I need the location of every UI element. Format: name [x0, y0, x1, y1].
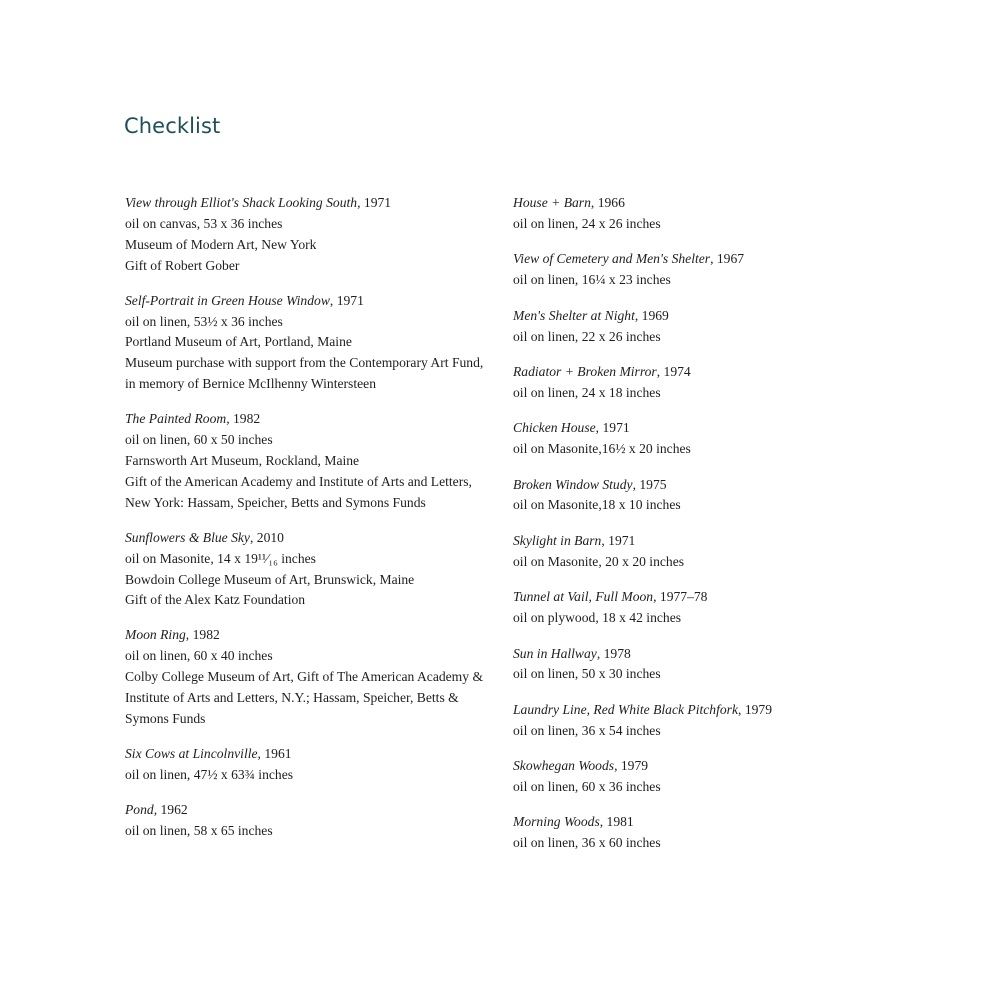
artwork-title-line — [125, 409, 485, 430]
artwork-entry — [513, 644, 833, 686]
artwork-title: Morning Woods — [513, 814, 600, 830]
artwork-entry — [513, 756, 833, 798]
artwork-entry — [513, 531, 833, 573]
artwork-entry — [513, 249, 833, 291]
artwork-title: Laundry Line, Red White Black Pitchfork — [513, 701, 739, 717]
artwork-year: , 1966 — [590, 195, 625, 210]
artwork-collection: Farnsworth Art Museum, Rockland, Maine — [125, 452, 360, 468]
artwork-year: , 1977–78 — [653, 589, 708, 605]
artwork-entry — [125, 528, 485, 612]
artwork-title-line — [125, 800, 485, 821]
artwork-title-line — [513, 475, 833, 496]
artwork-year: , 1981 — [599, 814, 634, 830]
artwork-credit: Museum purchase with support from the Contemporary Art Fund, in memory of Bernice McIlhenny Wintersteen — [125, 355, 484, 392]
artwork-entry — [125, 625, 485, 730]
artwork-year: , 1974 — [656, 363, 691, 379]
artwork-entry — [513, 475, 833, 517]
artwork-entry — [513, 193, 833, 235]
artwork-title: Radiator + Broken Mirror — [513, 363, 657, 379]
artwork-year: , 1962 — [153, 801, 188, 817]
artwork-title-line — [125, 193, 485, 214]
artwork-title: Chicken House — [513, 420, 596, 436]
artwork-medium: oil on linen, 36 x 60 inches — [513, 835, 661, 851]
artwork-entry — [125, 744, 485, 786]
artwork-medium: oil on linen, 47½ x 63¾ inches — [125, 766, 294, 782]
artwork-title: Moon Ring — [125, 627, 186, 643]
artwork-title-line — [513, 362, 833, 383]
artwork-title: House + Barn — [513, 195, 591, 210]
artwork-medium: oil on Masonite,16½ x 20 inches — [513, 441, 691, 457]
artwork-year: , 1961 — [257, 745, 292, 761]
artwork-year: , 1967 — [710, 251, 745, 267]
artwork-year: , 2010 — [249, 529, 284, 545]
artwork-title: Pond — [125, 801, 154, 817]
artwork-year: , 1979 — [738, 701, 772, 717]
artwork-year: , 1971 — [595, 420, 630, 436]
checklist-right-column — [513, 193, 833, 869]
artwork-medium: oil on linen, 60 x 50 inches — [125, 432, 273, 448]
artwork-title: Broken Window Study — [513, 476, 633, 492]
artwork-title: Men's Shelter at Night — [513, 307, 635, 323]
artwork-title-line — [513, 756, 833, 777]
artwork-year: 1971 — [360, 195, 392, 210]
artwork-title: View through Elliot's Shack Looking South, — [125, 195, 361, 210]
artwork-title: Self-Portrait in Green House Window — [125, 292, 330, 308]
artwork-year: , 1971 — [601, 532, 636, 548]
page-title: Checklist — [124, 114, 221, 138]
artwork-title-line — [125, 528, 485, 549]
artwork-collection: Colby College Museum of Art, Gift of The American Academy & Institute of Arts and Letters, N.Y.; Hassam, Speicher, Betts & Symons Funds — [125, 669, 484, 726]
artwork-medium: oil on canvas, 53 x 36 inches — [125, 215, 283, 231]
artwork-year: , 1969 — [634, 307, 669, 323]
artwork-title-line — [513, 249, 833, 270]
artwork-medium: oil on Masonite, 14 x 19¹¹⁄₁₆ inches — [125, 550, 316, 566]
artwork-medium: oil on linen, 60 x 36 inches — [513, 779, 661, 795]
artwork-entry — [125, 800, 485, 842]
checklist-left-column — [125, 193, 485, 855]
artwork-year: , 1979 — [614, 758, 649, 774]
artwork-title: Six Cows at Lincolnville — [125, 745, 258, 761]
artwork-medium: oil on Masonite, 20 x 20 inches — [513, 553, 685, 569]
artwork-entry — [513, 362, 833, 404]
artwork-title-line — [513, 306, 833, 327]
artwork-title: Sunflowers & Blue Sky — [125, 529, 250, 545]
artwork-collection: Bowdoin College Museum of Art, Brunswick, Maine — [125, 571, 415, 587]
artwork-title-line — [513, 700, 833, 721]
artwork-entry — [513, 700, 833, 742]
artwork-year: , 1982 — [226, 411, 261, 427]
artwork-title: Sun in Hallway — [513, 645, 597, 661]
artwork-medium: oil on Masonite,18 x 10 inches — [513, 497, 681, 513]
artwork-title-line — [513, 587, 833, 608]
artwork-title: Tunnel at Vail, Full Moon — [513, 589, 654, 605]
artwork-title: View of Cemetery and Men's Shelter — [513, 251, 711, 267]
artwork-credit: Gift of the American Academy and Institute of Arts and Letters, New York: Hassam, Speicher, Betts and Symons Funds — [125, 473, 472, 510]
artwork-title: Skowhegan Woods — [513, 758, 615, 774]
artwork-medium: oil on linen, 24 x 26 inches — [513, 215, 661, 231]
artwork-entry — [513, 587, 833, 629]
artwork-title-line — [513, 812, 833, 833]
artwork-title-line — [125, 625, 485, 646]
artwork-year: , 1975 — [632, 476, 667, 492]
artwork-year: , 1982 — [185, 627, 220, 643]
artwork-credit: Gift of the Alex Katz Foundation — [125, 592, 306, 608]
artwork-medium: oil on linen, 16¼ x 23 inches — [513, 272, 671, 288]
artwork-medium: oil on linen, 53½ x 36 inches — [125, 313, 283, 329]
artwork-collection: Portland Museum of Art, Portland, Maine — [125, 334, 352, 350]
artwork-title: Skylight in Barn — [513, 532, 602, 548]
artwork-medium: oil on plywood, 18 x 42 inches — [513, 610, 682, 626]
artwork-medium: oil on linen, 60 x 40 inches — [125, 648, 273, 664]
artwork-medium: oil on linen, 24 x 18 inches — [513, 384, 661, 400]
artwork-entry — [125, 193, 485, 277]
artwork-year: , 1971 — [329, 292, 364, 308]
artwork-title-line — [513, 531, 833, 552]
artwork-collection: Museum of Modern Art, New York — [125, 236, 317, 252]
artwork-medium: oil on linen, 58 x 65 inches — [125, 822, 273, 838]
artwork-title-line — [513, 193, 833, 214]
artwork-title-line — [513, 418, 833, 439]
artwork-entry — [513, 418, 833, 460]
artwork-medium: oil on linen, 22 x 26 inches — [513, 328, 661, 344]
artwork-credit: Gift of Robert Gober — [125, 257, 240, 273]
artwork-medium: oil on linen, 50 x 30 inches — [513, 666, 661, 682]
artwork-entry — [513, 306, 833, 348]
artwork-year: , 1978 — [596, 645, 631, 661]
artwork-title-line — [513, 644, 833, 665]
artwork-title-line — [125, 744, 485, 765]
artwork-medium: oil on linen, 36 x 54 inches — [513, 722, 661, 738]
artwork-title: The Painted Room — [125, 411, 227, 427]
artwork-entry — [125, 291, 485, 396]
artwork-entry — [513, 812, 833, 854]
artwork-title-line — [125, 291, 485, 312]
artwork-entry — [125, 409, 485, 514]
